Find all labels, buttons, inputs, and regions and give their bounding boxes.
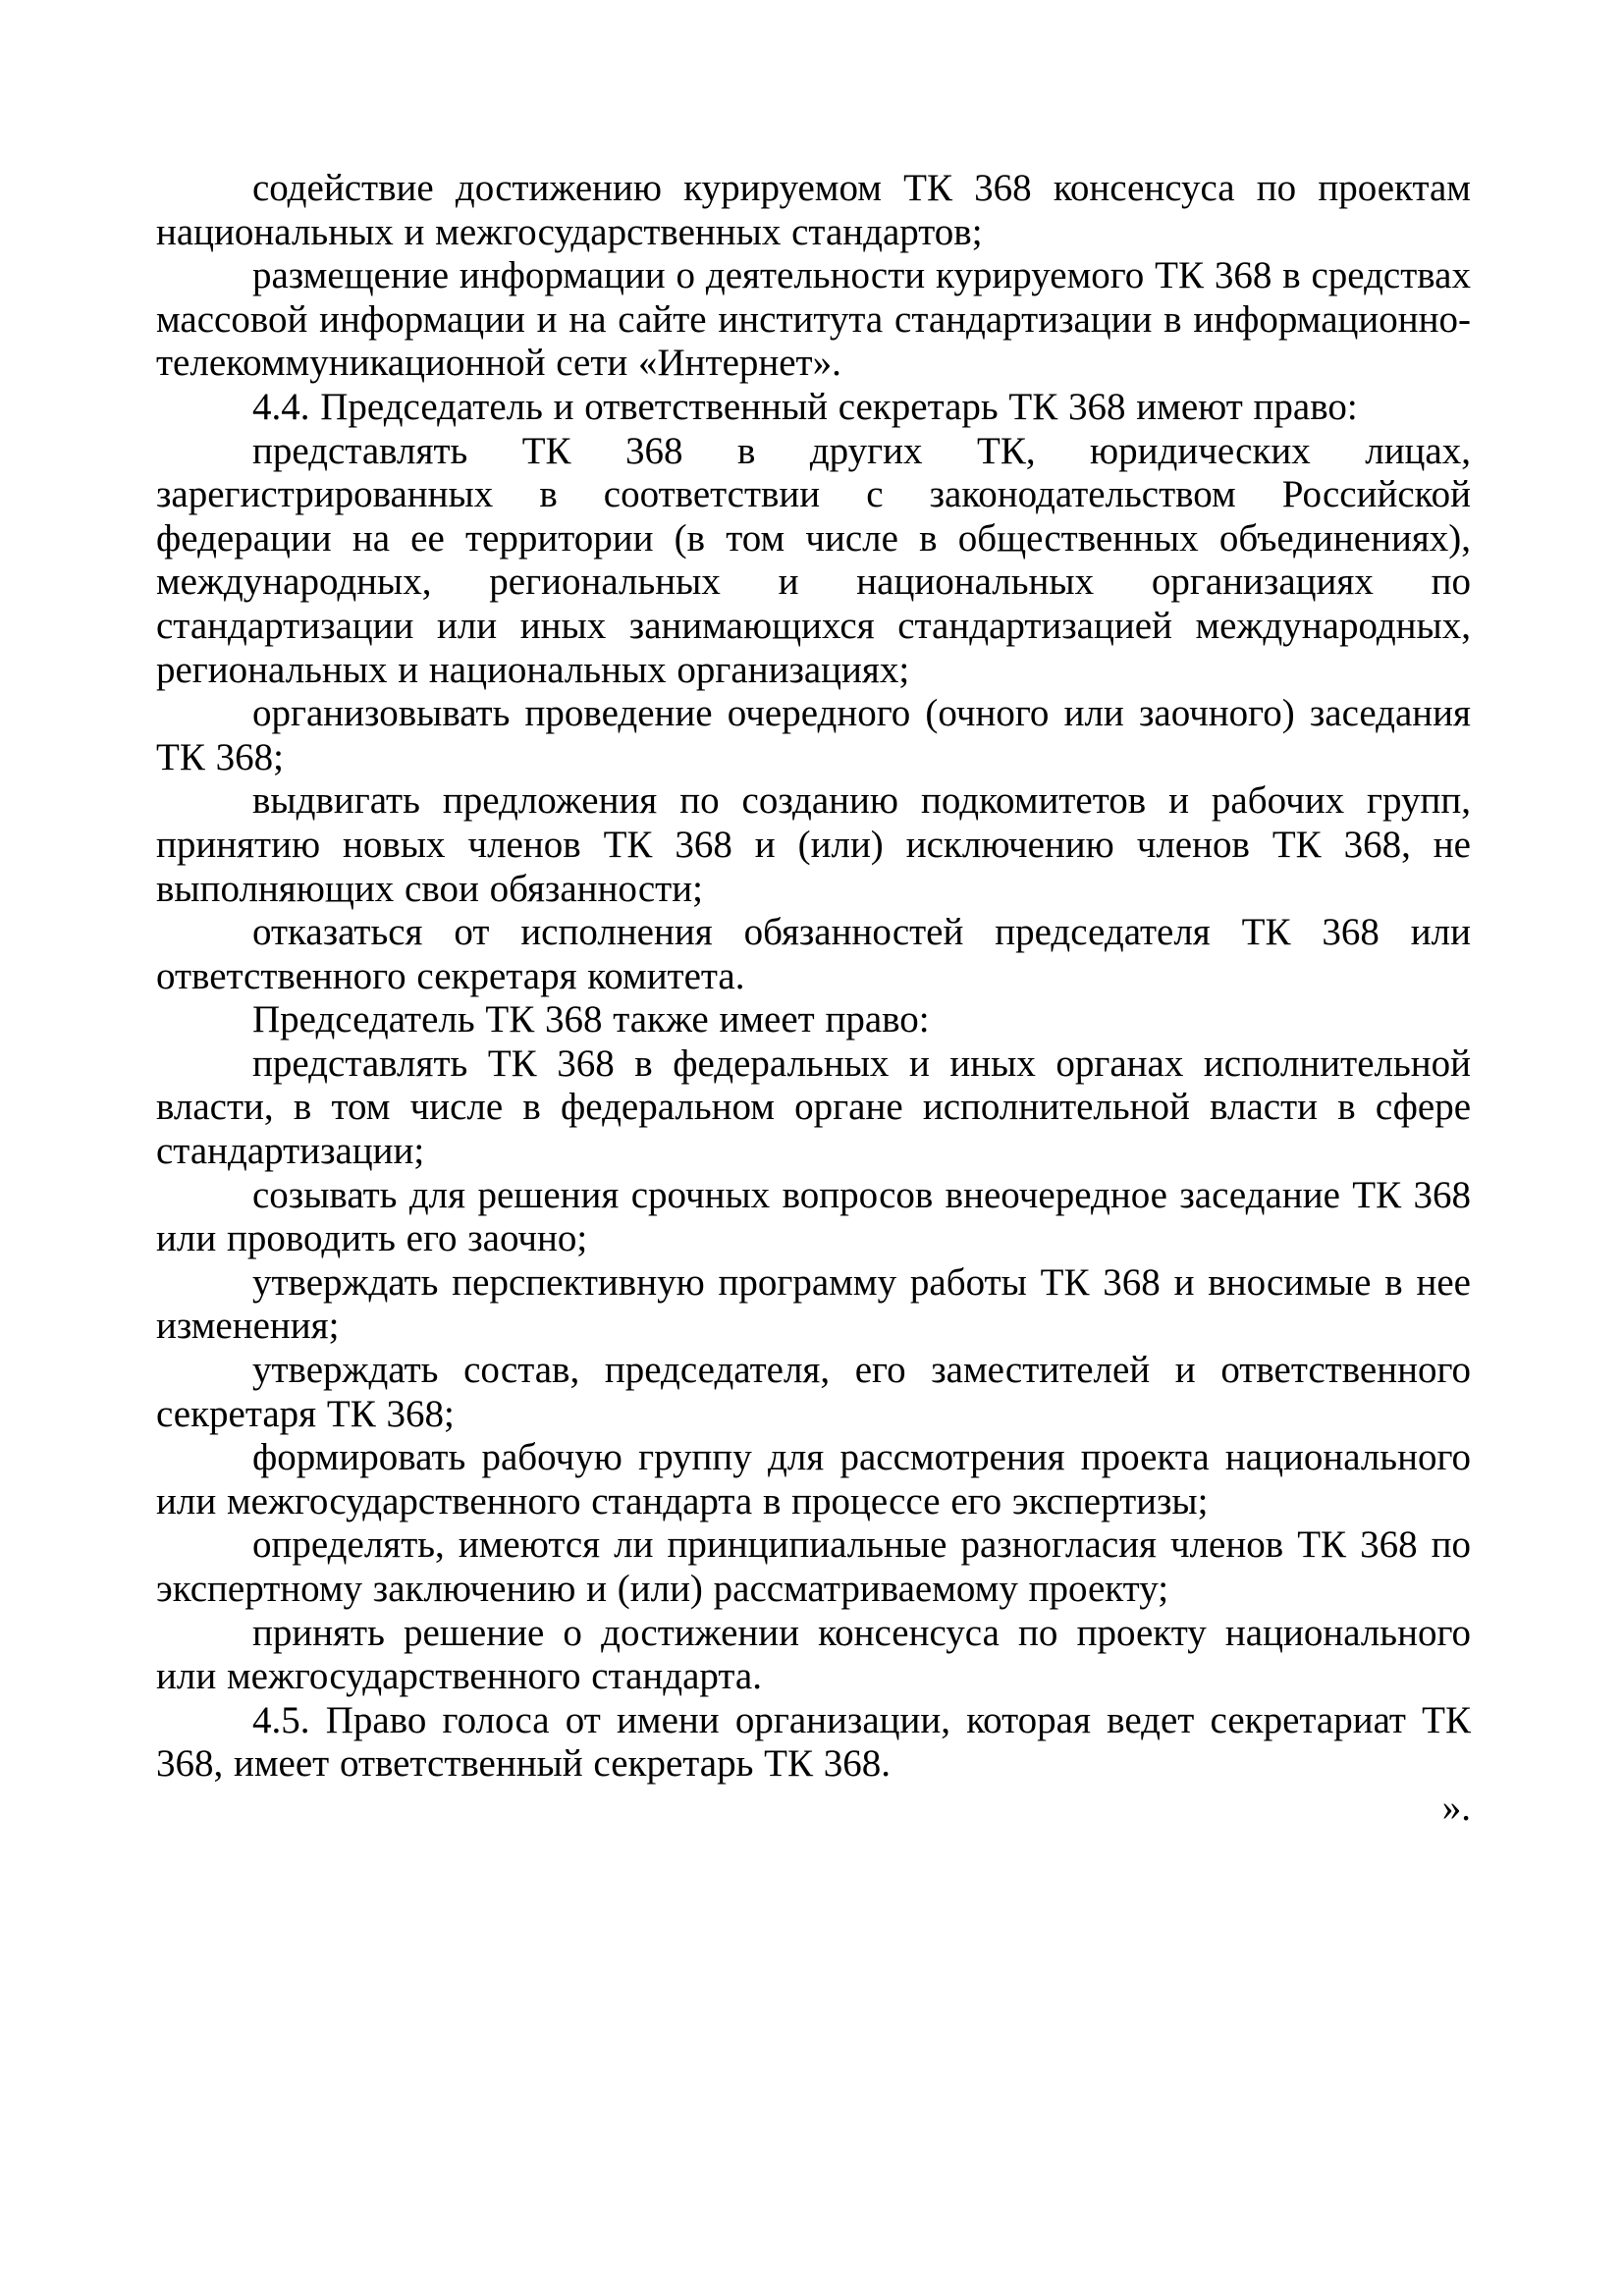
paragraph: организовывать проведение очередного (очного или заочного) заседания ТК 368; [156,692,1471,778]
paragraph: утверждать состав, председателя, его заместителей и ответственного секретаря ТК 368; [156,1349,1471,1435]
closing-quote-mark: ». [1441,1786,1471,1829]
paragraph: содействие достижению курируемом ТК 368 консенсуса по проектам национальных и межгосударственных стандартов; [156,167,1471,253]
paragraph: представлять ТК 368 в федеральных и иных органах исполнительной власти, в том числе в федеральном органе исполнительной власти в сфере стандартизации; [156,1041,1471,1173]
paragraph: созывать для решения срочных вопросов внеочередное заседание ТК 368 или проводить его заочно; [156,1173,1471,1260]
paragraph-section-4-5: 4.5. Право голоса от имени организации, которая ведет секретариат ТК 368, имеет ответственный секретарь ТК 368. [156,1698,1471,1786]
paragraph: выдвигать предложения по созданию подкомитетов и рабочих групп, принятию новых членов ТК 368 и (или) исключению членов ТК 368, не выполняющих свои обязанности; [156,779,1471,910]
paragraph: представлять ТК 368 в других ТК, юридических лицах, зарегистрированных в соответствии с законодательством Российской федерации на ее территории (в том числе в общественных объединениях), международных, региональных и национальных организациях по стандартизации или иных занимающихся стандартизацией международных, региональных и национальных организациях; [156,429,1471,691]
paragraph: утверждать перспективную программу работы ТК 368 и вносимые в нее изменения; [156,1260,1471,1348]
paragraph: определять, имеются ли принципиальные разногласия членов ТК 368 по экспертному заключению и (или) рассматриваемому проекту; [156,1523,1471,1610]
paragraph: принять решение о достижении консенсуса по проекту национального или межгосударственного стандарта. [156,1611,1471,1698]
paragraph: Председатель ТК 368 также имеет право: [252,998,930,1041]
paragraph: формировать рабочую группу для рассмотрения проекта национального или межгосударственного стандарта в процессе его экспертизы; [156,1436,1471,1522]
paragraph-section-4-4: 4.4. Председатель и ответственный секретарь ТК 368 имеют право: [252,385,1358,428]
paragraph: размещение информации о деятельности курируемого ТК 368 в средствах массовой информации и на сайте института стандартизации в информационно-телекоммуникационной сети «Интернет». [156,254,1471,385]
paragraph: отказаться от исполнения обязанностей председателя ТК 368 или ответственного секретаря комитета. [156,911,1471,997]
